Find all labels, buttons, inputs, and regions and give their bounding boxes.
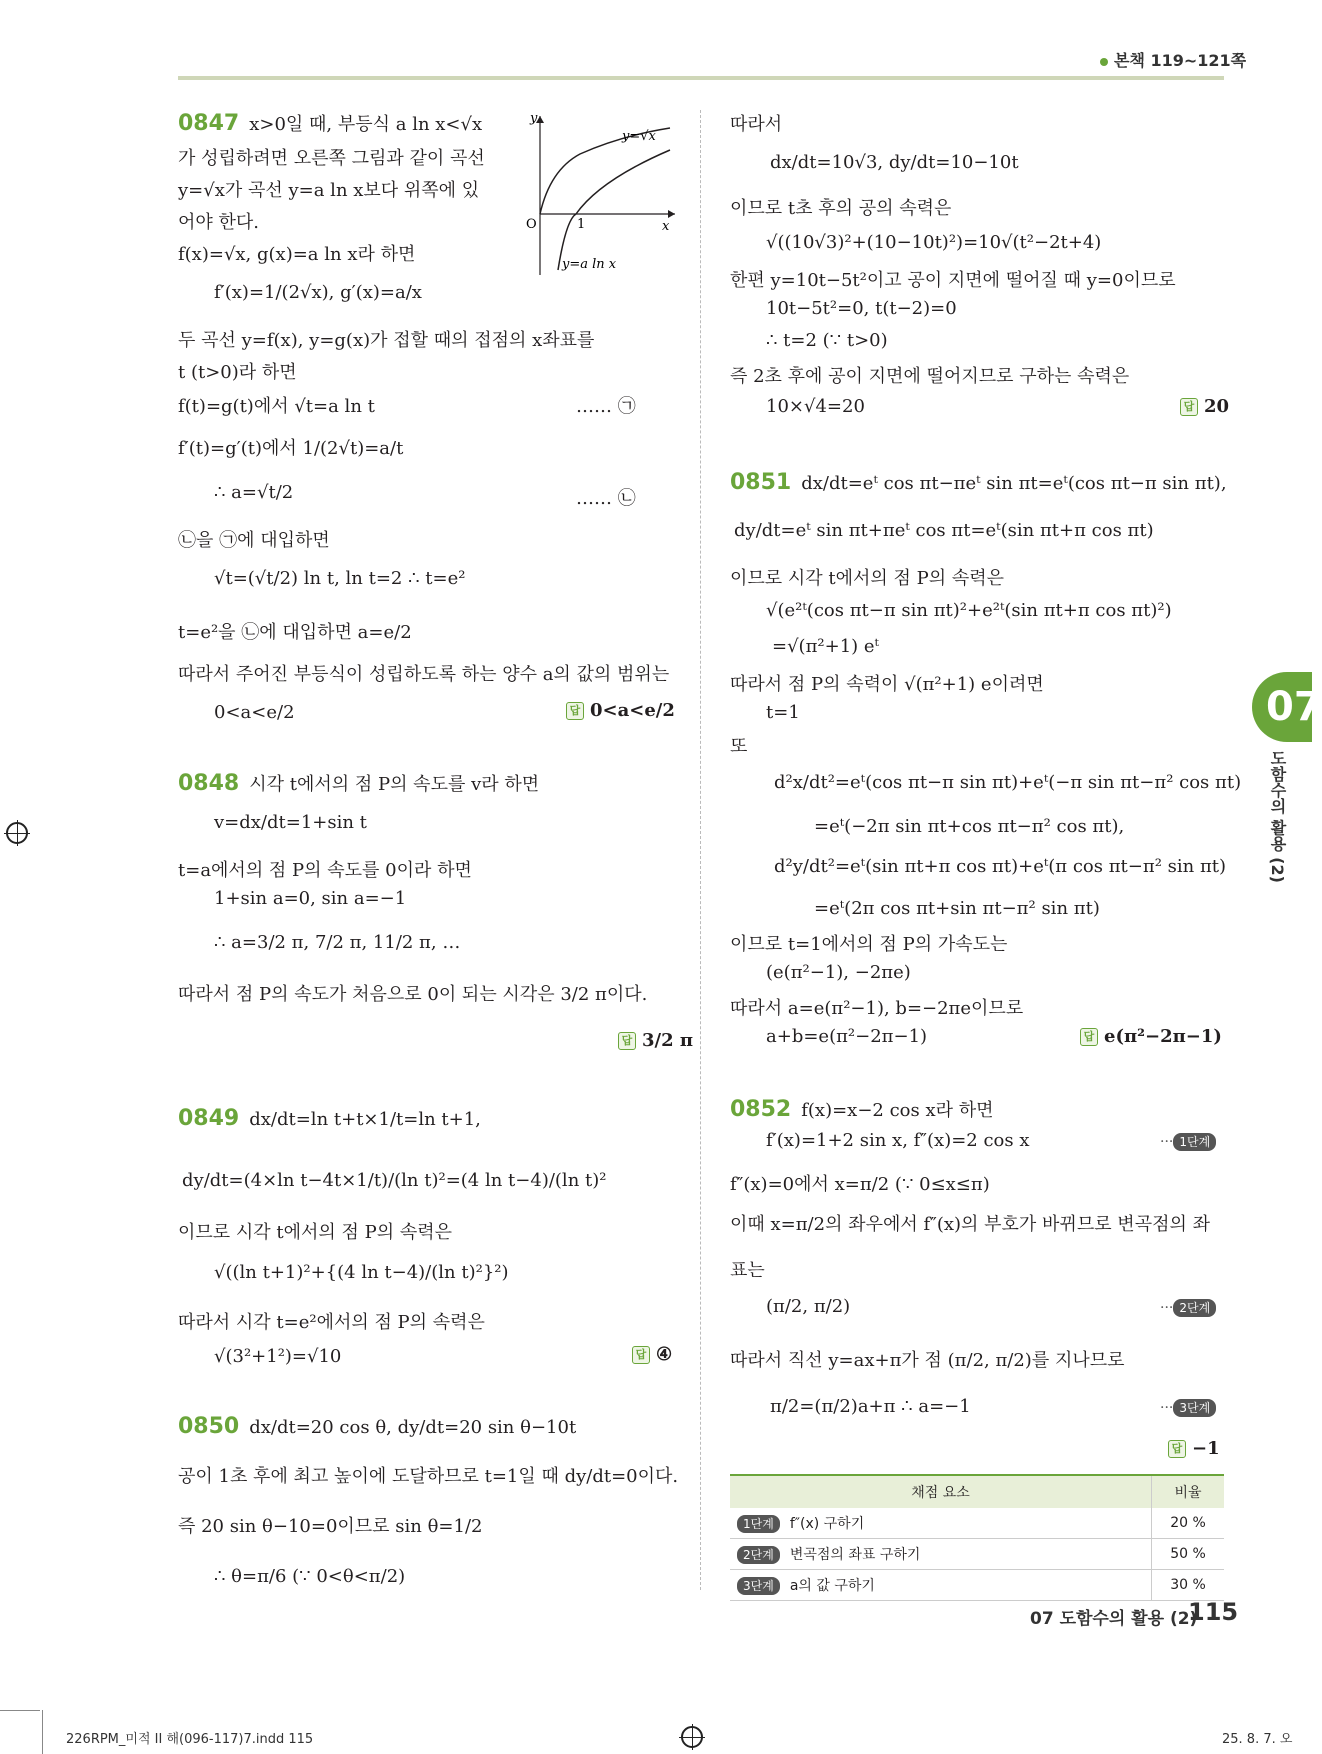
table-header-row: [730, 1475, 1224, 1508]
step-badge: 1단계: [737, 1515, 780, 1533]
chapter-tab: 07: [1252, 672, 1312, 742]
graph-tick-one: 1: [577, 217, 586, 232]
answer-0847: 답 0<a<e/2: [566, 700, 675, 721]
crop-mark: [0, 1710, 40, 1711]
answer-icon: 답: [618, 1032, 636, 1050]
table-header-element: 채점 요소: [730, 1475, 1152, 1508]
header-reference: 본책 119~121쪽: [1100, 48, 1246, 71]
registration-mark-icon: [6, 822, 28, 844]
answer-0850: 답 20: [1180, 396, 1229, 417]
page-number: 115: [1188, 1598, 1239, 1626]
answer-0849: 답 ④: [632, 1344, 672, 1365]
footer-chapter-title: 07 도함수의 활용 (2): [1030, 1609, 1198, 1629]
answer-icon: 답: [1180, 398, 1198, 416]
step-badge: 3단계: [737, 1577, 780, 1595]
table-row: 1단계 f″(x) 구하기 20 %: [730, 1508, 1224, 1539]
bullet-dot-icon: [1100, 58, 1108, 66]
graph-sqrt-label: y=√x: [622, 129, 656, 144]
step-badge: 1단계: [1173, 1133, 1216, 1151]
chapter-side-title: 도함수의 활용 (2): [1268, 750, 1287, 883]
answer-0851: 답 e(π²−2π−1): [1080, 1026, 1222, 1047]
problem-number: 0852: [730, 1097, 792, 1122]
problem-number: 0847: [178, 111, 240, 136]
registration-mark-icon: [681, 1726, 703, 1748]
graph-y-label: y: [530, 111, 538, 126]
step-badge: 2단계: [1173, 1299, 1216, 1317]
answer-0848: 답 3/2 π: [618, 1030, 693, 1051]
date-info: 25. 8. 7. 오: [1222, 1732, 1293, 1747]
answer-icon: 답: [1168, 1440, 1186, 1458]
table-header-ratio: 비율: [1152, 1475, 1225, 1508]
column-divider: [700, 110, 701, 1590]
problem-number: 0851: [730, 470, 792, 495]
table-row: 3단계 a의 값 구하기 30 %: [730, 1570, 1224, 1601]
table-row: 2단계 변곡점의 좌표 구하기 50 %: [730, 1539, 1224, 1570]
crop-mark: [42, 1710, 43, 1754]
graph-x-label: x: [662, 219, 670, 234]
graph-origin-label: O: [526, 217, 537, 232]
graph-0847: [510, 110, 680, 280]
header-rule: [178, 76, 1224, 80]
answer-0852: 답 −1: [1168, 1438, 1220, 1459]
problem-number: 0849: [178, 1106, 240, 1131]
graph-log-label: y=a ln x: [562, 257, 617, 272]
file-info: 226RPM_미적 II 해(096-117)7.indd 115: [66, 1732, 314, 1747]
step-badge: 3단계: [1173, 1399, 1216, 1417]
answer-icon: 답: [632, 1346, 650, 1364]
step-badge: 2단계: [737, 1546, 780, 1564]
answer-icon: 답: [1080, 1028, 1098, 1046]
problem-number: 0848: [178, 771, 240, 796]
scoring-table: [730, 1474, 1224, 1601]
answer-icon: 답: [566, 702, 584, 720]
problem-number: 0850: [178, 1414, 240, 1439]
